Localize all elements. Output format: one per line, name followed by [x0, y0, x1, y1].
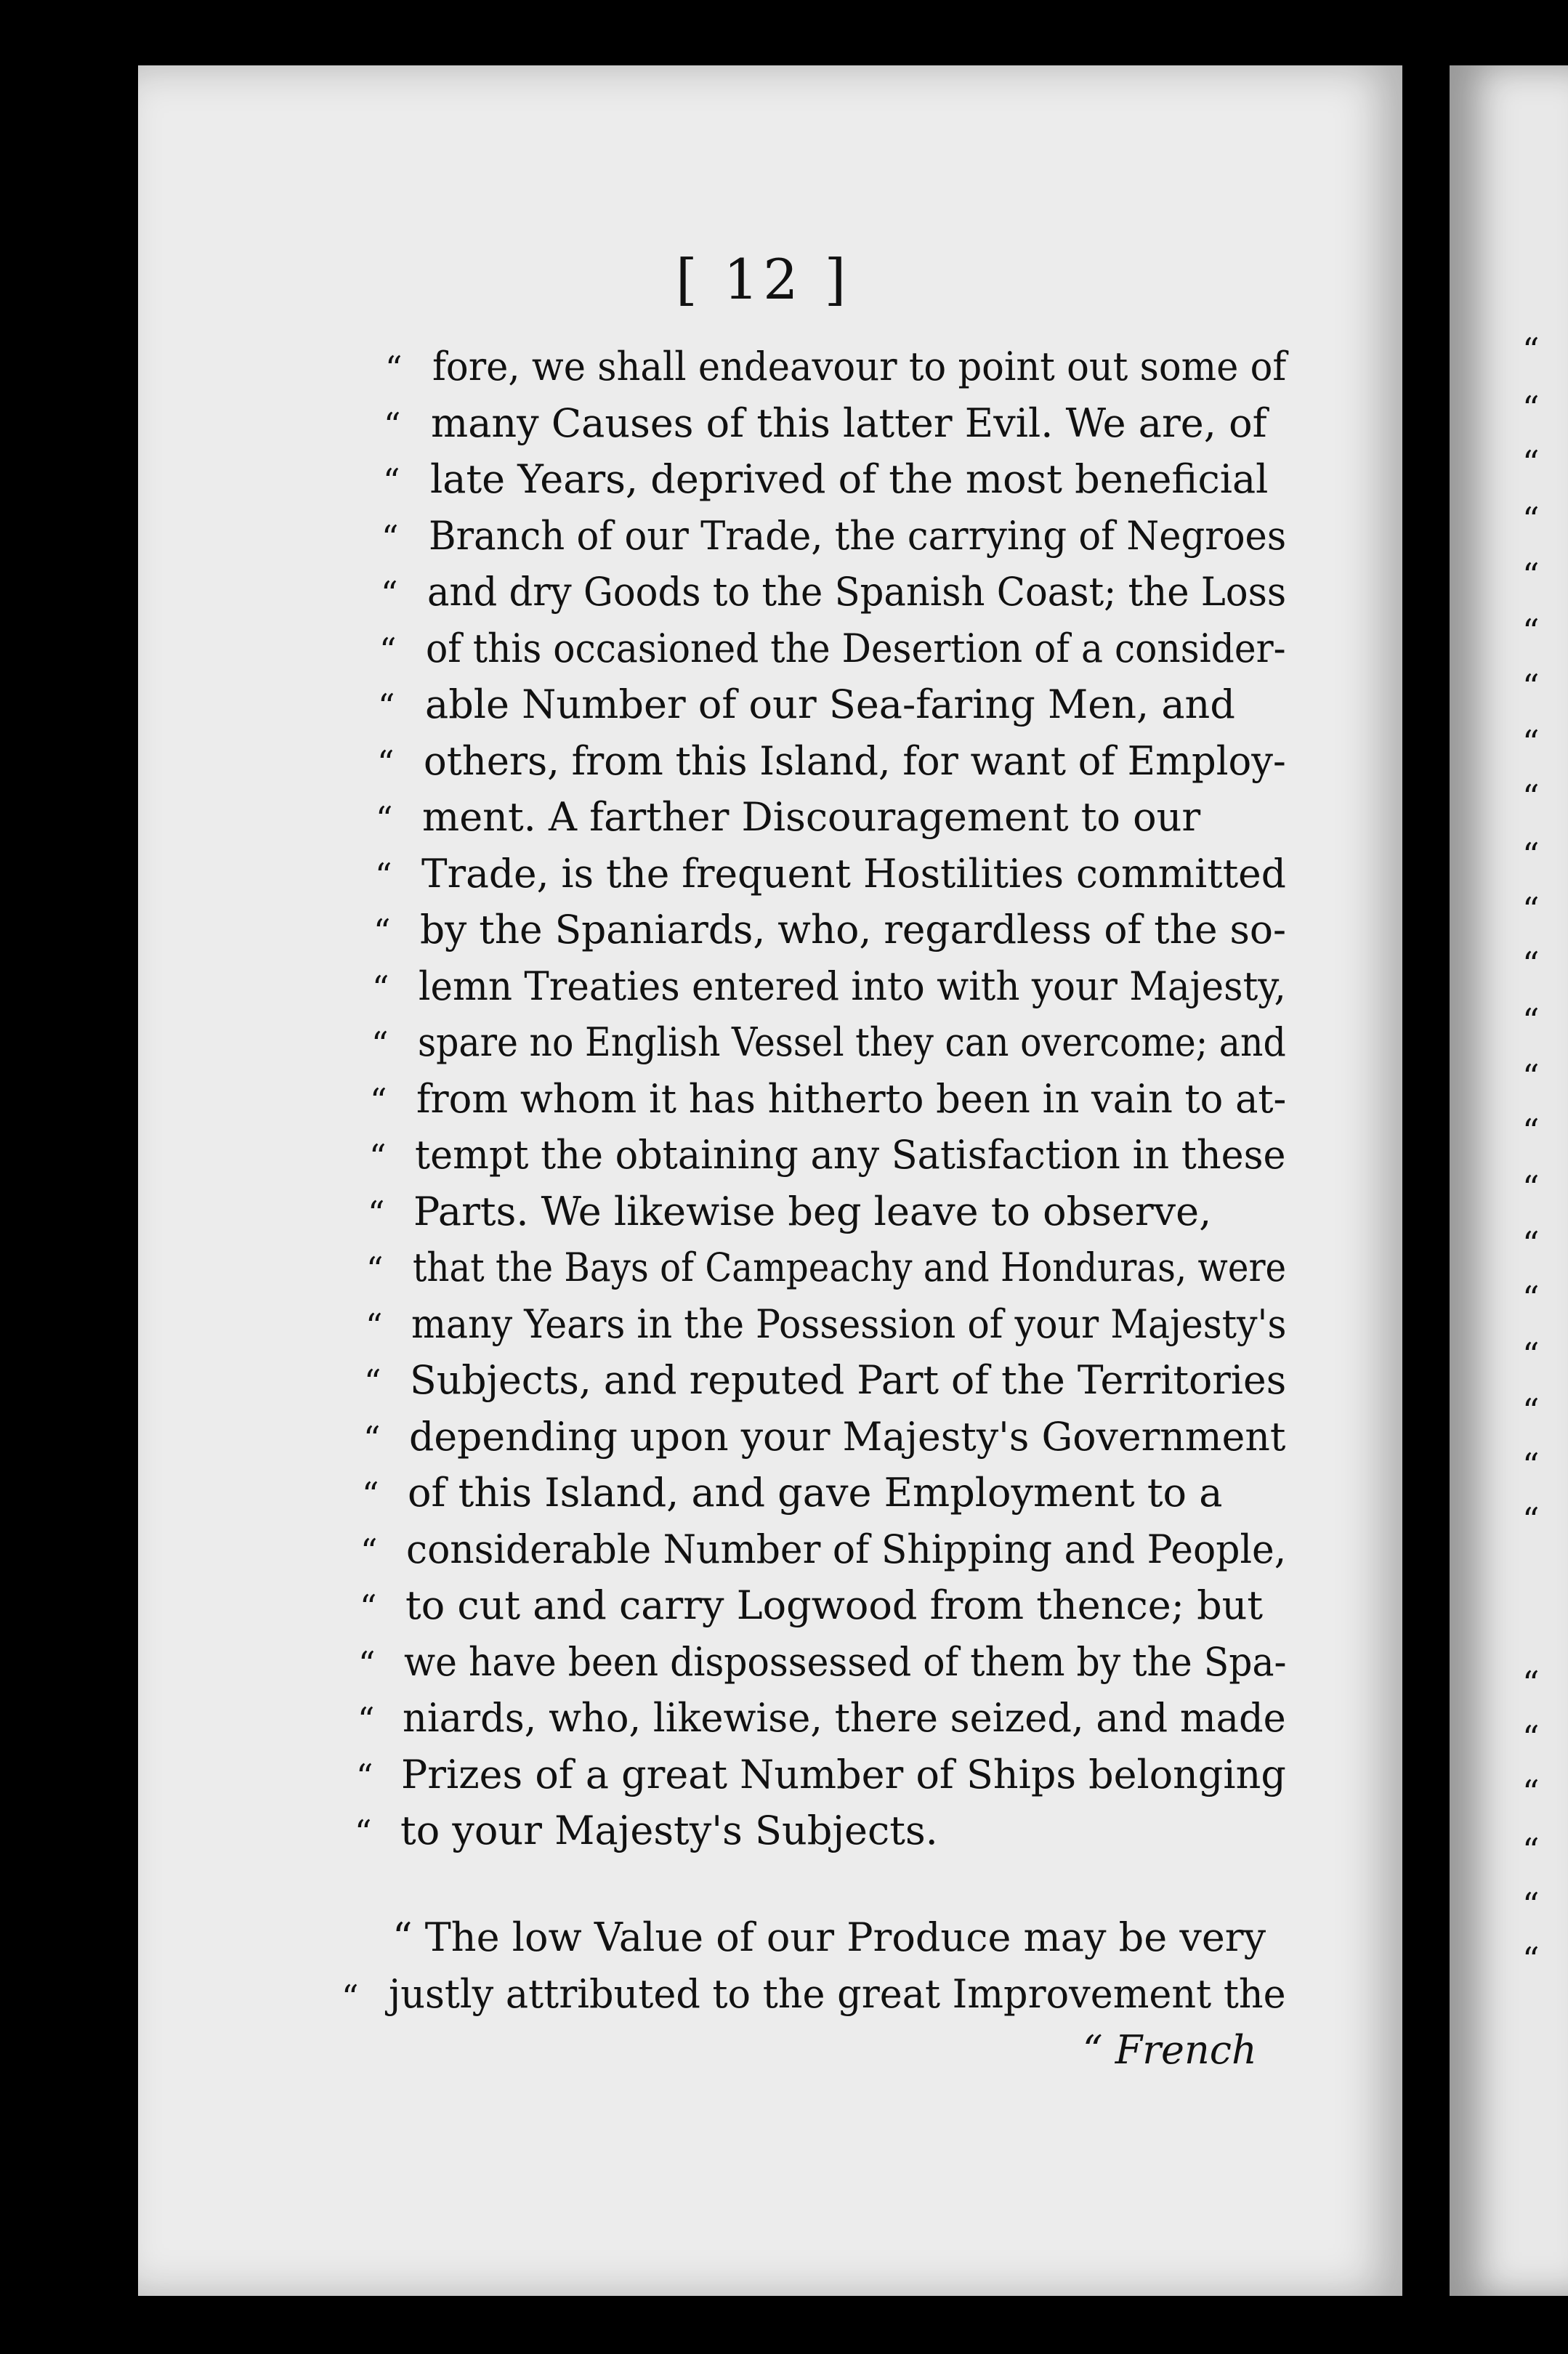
- text-line: Subjects, and reputed Part of the Territories: [410, 1357, 1287, 1403]
- text-line: late Years, deprived of the most beneficial: [430, 456, 1269, 502]
- facing-page-quote-mark: “: [1522, 1168, 1540, 1208]
- quote-mark: “: [356, 1757, 373, 1796]
- facing-page-quote-mark: “: [1522, 1446, 1540, 1485]
- quote-mark: “: [375, 856, 392, 895]
- paragraph-line: “ The low Value of our Produce may be very: [392, 1914, 1266, 1960]
- quote-mark: “: [358, 1644, 376, 1683]
- text-line: we have been dispossessed of them by the Spa-: [404, 1639, 1287, 1685]
- paragraph-line: justly attributed to the great Improvement the: [389, 1971, 1286, 2017]
- text-line: lemn Treaties entered into with your Majesty,: [419, 963, 1286, 1009]
- facing-page-quote-mark: “: [1522, 1885, 1540, 1925]
- text-line: fore, we shall endeavour to point out some of: [432, 344, 1287, 389]
- quote-mark: “: [355, 1813, 372, 1852]
- quote-mark: “: [383, 461, 400, 501]
- facing-page-quote-mark: “: [1522, 836, 1540, 875]
- facing-page-quote-mark: “: [1522, 1664, 1540, 1703]
- facing-page-quote-mark: “: [1522, 1773, 1540, 1812]
- facing-page-quote-mark: “: [1522, 1718, 1540, 1758]
- quote-mark: “: [342, 1978, 359, 2017]
- facing-page-quote-mark: “: [1522, 612, 1540, 651]
- quote-mark: “: [377, 743, 395, 782]
- facing-page-quote-mark: “: [1522, 777, 1540, 817]
- text-line: that the Bays of Campeachy and Honduras, were: [413, 1245, 1287, 1290]
- quote-mark: “: [371, 1024, 389, 1064]
- quote-mark: “: [364, 1362, 381, 1402]
- text-line: others, from this Island, for want of Employ-: [424, 738, 1286, 784]
- text-line: able Number of our Sea-faring Men, and: [425, 681, 1235, 727]
- facing-page-quote-mark: “: [1522, 556, 1540, 595]
- facing-page-quote-mark: “: [1522, 1940, 1540, 1979]
- quote-mark: “: [368, 1194, 385, 1233]
- quote-mark: “: [357, 1700, 375, 1739]
- text-line: many Causes of this latter Evil. We are, of: [431, 400, 1267, 446]
- quote-mark: “: [384, 405, 401, 445]
- text-line: Trade, is the frequent Hostilities committed: [421, 851, 1286, 897]
- text-line: depending upon your Majesty's Government: [409, 1414, 1286, 1460]
- quote-mark: “: [381, 574, 398, 613]
- text-line: and dry Goods to the Spanish Coast; the Loss: [427, 569, 1287, 615]
- quote-mark: “: [366, 1250, 384, 1289]
- text-line: from whom it has hitherto been in vain to at-: [416, 1076, 1287, 1122]
- text-line: niards, who, likewise, there seized, and made: [403, 1695, 1286, 1741]
- text-line: of this Island, and gave Employment to a: [408, 1470, 1223, 1516]
- facing-page-quote-mark: “: [1522, 1001, 1540, 1040]
- facing-page-quote-mark: “: [1522, 1057, 1540, 1096]
- quote-mark: “: [370, 1081, 387, 1120]
- facing-page-quote-mark: “: [1522, 1391, 1540, 1431]
- text-line: Prizes of a great Number of Ships belonging: [401, 1752, 1286, 1797]
- text-line: Parts. We likewise beg leave to observe,: [413, 1189, 1212, 1234]
- text-line: tempt the obtaining any Satisfaction in these: [415, 1132, 1286, 1178]
- facing-page-quote-mark: “: [1522, 331, 1540, 370]
- page-number: [ 12 ]: [676, 247, 851, 312]
- facing-page-quote-mark: “: [1522, 723, 1540, 762]
- quote-mark: “: [369, 1137, 387, 1176]
- facing-page-quote-mark: “: [1522, 1279, 1540, 1318]
- quote-mark: “: [379, 631, 397, 670]
- quote-mark: “: [378, 687, 395, 726]
- text-line: by the Spaniards, who, regardless of the so-: [420, 907, 1287, 952]
- facing-page-quote-mark: “: [1522, 389, 1540, 428]
- text-line: ment. A farther Discouragement to our: [422, 794, 1201, 840]
- quote-mark: “: [372, 968, 389, 1008]
- facing-page-quote-mark: “: [1522, 1335, 1540, 1375]
- facing-page-quote-mark: “: [1522, 443, 1540, 482]
- facing-page-quote-mark: “: [1522, 667, 1540, 706]
- facing-page-quote-mark: “: [1522, 1112, 1540, 1151]
- quote-mark: “: [376, 799, 393, 838]
- text-line: Branch of our Trade, the carrying of Negroes: [429, 513, 1287, 559]
- text-line: spare no English Vessel they can overcome; and: [418, 1019, 1286, 1065]
- facing-page-quote-mark: “: [1522, 1224, 1540, 1263]
- quote-mark: “: [360, 1587, 377, 1627]
- facing-page-quote-mark: “: [1522, 500, 1540, 539]
- text-line: considerable Number of Shipping and People,: [406, 1526, 1287, 1572]
- quote-mark: “: [363, 1419, 381, 1458]
- facing-page-quote-mark: “: [1522, 1831, 1540, 1870]
- quote-mark: “: [362, 1475, 379, 1514]
- text-line: to your Majesty's Subjects.: [400, 1808, 938, 1853]
- facing-page-quote-mark: “: [1522, 945, 1540, 984]
- quote-mark: “: [365, 1306, 383, 1346]
- catchword: “ French: [1083, 2027, 1257, 2073]
- text-line: to cut and carry Logwood from thence; but: [405, 1582, 1264, 1628]
- quote-mark: “: [385, 349, 403, 388]
- facing-page-quote-mark: “: [1522, 1500, 1540, 1540]
- quote-mark: “: [360, 1532, 378, 1571]
- quote-mark: “: [373, 912, 391, 951]
- facing-page-quote-mark: “: [1522, 890, 1540, 929]
- text-line: many Years in the Possession of your Majesty's: [411, 1301, 1287, 1347]
- text-line: of this occasioned the Desertion of a consider-: [426, 626, 1286, 671]
- quote-mark: “: [381, 518, 399, 557]
